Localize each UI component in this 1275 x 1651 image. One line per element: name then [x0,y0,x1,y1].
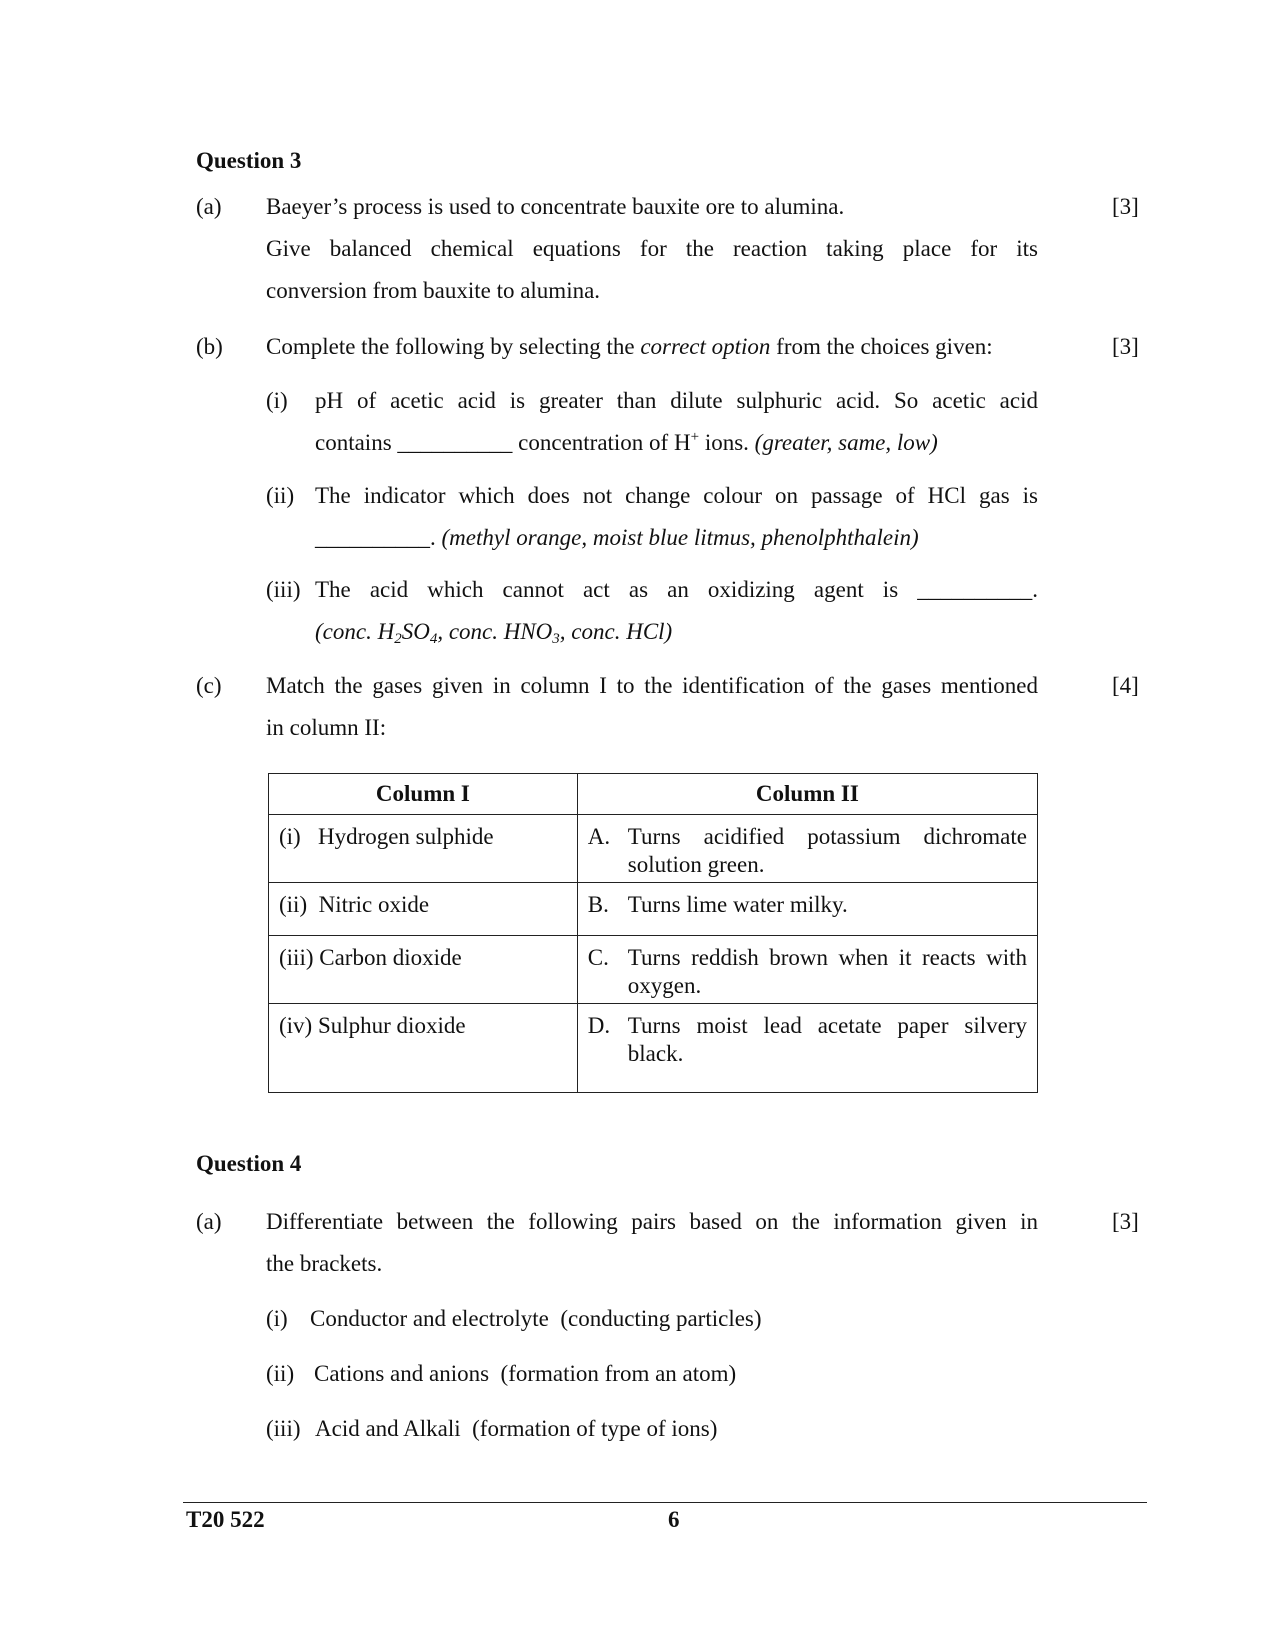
q3c-line1: Match the gases given in column I to the identification of the gases mentioned [266,673,1038,698]
q3b-i-line1: pH of acetic acid is greater than dilute sulphuric acid. So acetic acid [315,388,1038,413]
q3c-marks: [4] [1112,673,1139,698]
table-row [269,815,1038,883]
option-text: Turns moist lead acetate paper silvery black. [627,1013,1027,1066]
q3b-iii-sub-3: 3 [552,631,560,647]
column-2-cell [577,815,1037,883]
q3b-intro-pre: Complete the following by selecting the [266,334,641,359]
gas-name: (iv) Sulphur dioxide [279,1013,466,1038]
column-2-cell [577,883,1037,936]
q3b-ii-options: (methyl orange, moist blue litmus, phenolphthalein) [441,525,919,550]
q4a-line2: the brackets. [266,1251,383,1276]
question-4-title: Question 4 [196,1151,302,1176]
q3b-label: (b) [196,334,223,359]
q3a-line1: Baeyer’s process is used to concentrate bauxite ore to alumina. [266,194,845,219]
column-2-cell [577,1004,1037,1093]
column-1-cell [269,1004,578,1093]
footer-divider [183,1502,1147,1503]
q3c-label: (c) [196,673,222,698]
q3a-line3: conversion from bauxite to alumina. [266,278,601,303]
option-key: A. [587,824,611,849]
option-key: C. [587,945,609,970]
table-row [269,1004,1038,1093]
q4a-item-i-label: (i) [266,1306,288,1331]
q3b-iii-opt-d: , conc. HCl) [559,619,673,644]
table-row [269,883,1038,936]
gas-name: (ii) Nitric oxide [279,892,430,917]
paper-code: T20 522 [186,1507,265,1532]
option-text: Turns reddish brown when it reacts with oxygen. [627,945,1027,998]
q4a-item-iii-label: (iii) [266,1416,301,1441]
q3c-line2: in column II: [266,715,387,740]
table-header-row [269,774,1038,815]
column-1-cell [269,883,578,936]
question-3-title: Question 3 [196,148,302,173]
q4a-line1: Differentiate between the following pairs based on the information given in [266,1209,1038,1234]
option-text: Turns lime water milky. [627,892,848,917]
q3b-i-sup: + [690,429,700,445]
match-table [268,773,1038,1093]
gas-name: (i) Hydrogen sulphide [279,824,494,849]
q3b-iii-line1: The acid which cannot act as an oxidizing agent is __________. [315,577,1038,602]
page-number: 6 [668,1507,680,1532]
q3b-i-line2-post: ions. [699,430,755,455]
q3b-intro-emphasis: correct option [640,334,771,359]
option-key: D. [587,1013,611,1038]
q4a-item-ii-label: (ii) [266,1361,295,1386]
q3b-iii-label: (iii) [266,577,301,602]
q3b-iii-opt-b: SO [401,619,430,644]
option-text: Turns acidified potassium dichromate solution green. [627,824,1027,877]
q3b-iii-sub-2: 2 [394,631,402,647]
column-1-header: Column I [269,774,578,815]
q4a-item-i-text: Conductor and electrolyte (conducting particles) [310,1306,762,1331]
column-1-cell [269,936,578,1004]
q3b-iii-options [315,611,1038,652]
q3b-i-line2 [315,422,1038,463]
q3b-iii-opt-c: , conc. HNO [437,619,553,644]
q3b-marks: [3] [1112,334,1139,359]
table-row [269,936,1038,1004]
q3b-iii-opt-a: (conc. H [315,619,395,644]
q3b-i-label: (i) [266,388,288,413]
q3a-line2: Give balanced chemical equations for the reaction taking place for its [266,236,1038,261]
column-2-header: Column II [577,774,1037,815]
q3b-ii-blank: __________. [315,525,442,550]
q3a-label: (a) [196,194,222,219]
q4a-marks: [3] [1112,1209,1139,1234]
option-key: B. [587,892,609,917]
q4a-item-ii-text: Cations and anions (formation from an atom) [314,1361,737,1386]
q4a-label: (a) [196,1209,222,1234]
q3b-i-line2-pre: contains __________ concentration of H [315,430,691,455]
q3b-ii-line1: The indicator which does not change colour on passage of HCl gas is [315,483,1038,508]
q3b-i-options: (greater, same, low) [754,430,938,455]
column-2-cell [577,936,1037,1004]
q3a-marks: [3] [1112,194,1139,219]
q3b-ii-label: (ii) [266,483,295,508]
q3b-intro [266,326,1056,367]
q3b-intro-post: from the choices given: [770,334,993,359]
column-1-cell [269,815,578,883]
q3b-iii-sub-4: 4 [429,631,438,647]
q3b-ii-line2 [315,517,1038,558]
gas-name: (iii) Carbon dioxide [279,945,462,970]
q4a-item-iii-text: Acid and Alkali (formation of type of ions) [315,1416,718,1441]
